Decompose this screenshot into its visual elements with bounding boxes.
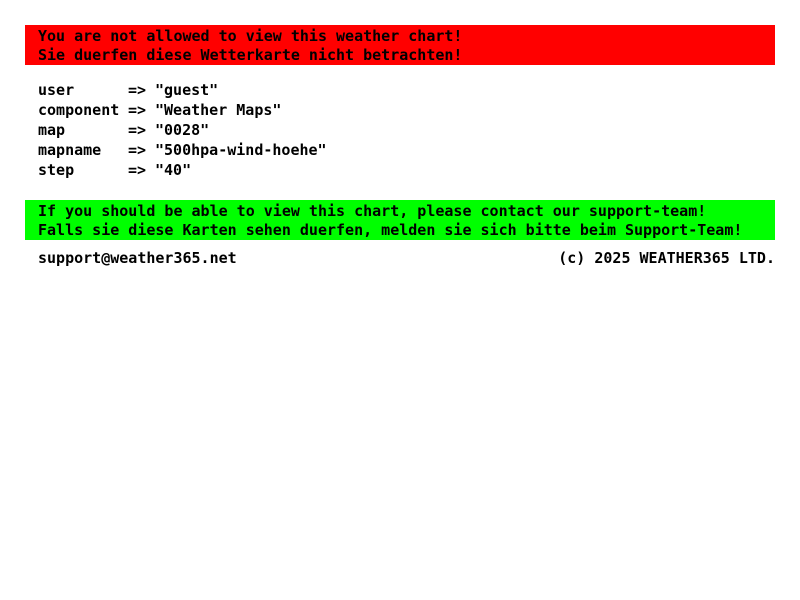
param-arrow: => bbox=[128, 121, 147, 139]
param-arrow: => bbox=[128, 81, 147, 99]
param-row-component bbox=[38, 100, 327, 120]
copyright-text: (c) 2025 WEATHER365 LTD. bbox=[558, 249, 775, 267]
param-row-mapname bbox=[38, 140, 327, 160]
error-line-de: Sie duerfen diese Wetterkarte nicht betrachten! bbox=[38, 46, 463, 64]
support-email: support@weather365.net bbox=[38, 249, 237, 267]
param-row-map bbox=[38, 120, 327, 140]
error-line-en: You are not allowed to view this weather chart! bbox=[38, 27, 463, 45]
param-value: "guest" bbox=[155, 81, 219, 99]
footer bbox=[38, 249, 775, 267]
info-line-en: If you should be able to view this chart, please contact our support-team! bbox=[38, 202, 707, 220]
param-row-step bbox=[38, 160, 327, 180]
error-banner bbox=[25, 25, 775, 65]
param-row-user bbox=[38, 80, 327, 100]
param-value: "Weather Maps" bbox=[155, 101, 282, 119]
param-value: "40" bbox=[155, 161, 192, 179]
param-list bbox=[38, 80, 327, 180]
param-arrow: => bbox=[128, 161, 147, 179]
param-key: mapname bbox=[38, 141, 102, 159]
param-key: component bbox=[38, 101, 120, 119]
info-banner bbox=[25, 200, 775, 240]
param-key: map bbox=[38, 121, 66, 139]
param-value: "500hpa-wind-hoehe" bbox=[155, 141, 327, 159]
param-arrow: => bbox=[128, 101, 147, 119]
param-value: "0028" bbox=[155, 121, 210, 139]
param-key: user bbox=[38, 81, 75, 99]
param-key: step bbox=[38, 161, 75, 179]
info-line-de: Falls sie diese Karten sehen duerfen, melden sie sich bitte beim Support-Team! bbox=[38, 221, 743, 239]
param-arrow: => bbox=[128, 141, 147, 159]
